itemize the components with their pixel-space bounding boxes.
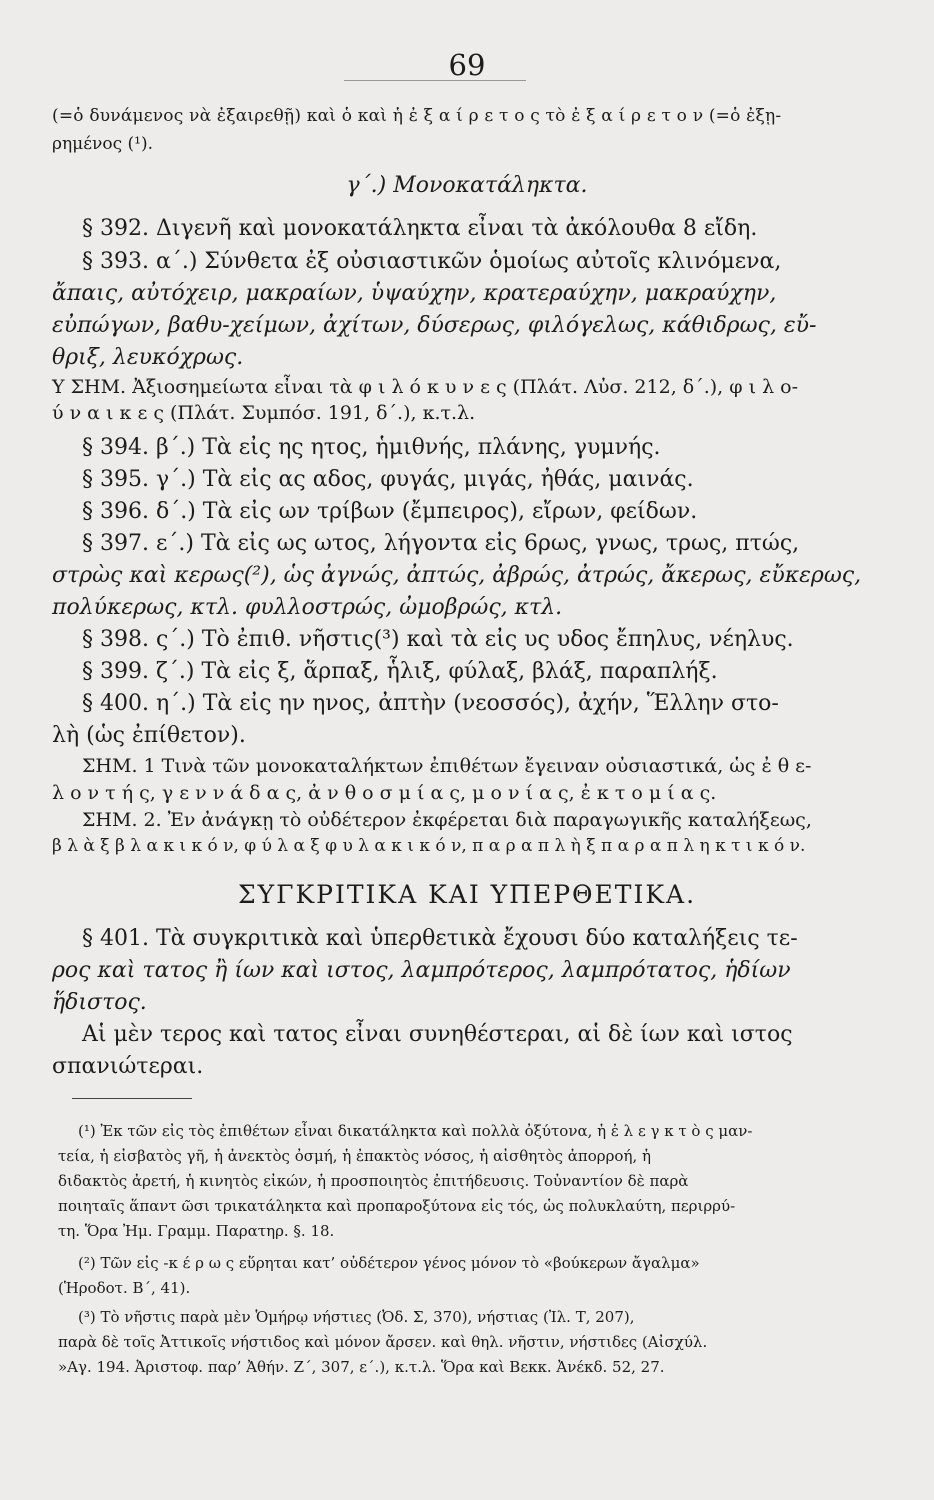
footnote-line: ποιηταῖς ἅπαντ ῶσι τρικατάληκτα καὶ προπαροξύτονα εἰς τός, ὡς πολυκλαύτη, περιρρύ- [58, 1197, 736, 1215]
footnote-line: τεία, ἡ εἰσβατὸς γῆ, ἡ ἀνεκτὸς ὀσμή, ἡ ἐπακτὸς νόσος, ἡ αἰσθητὸς ἀπορροή, ἡ [58, 1147, 651, 1165]
text-line: στρὼς καὶ κερως(²), ὡς ἀγνώς, ἀπτώς, ἀβρώς, ἀτρώς, ἄκερως, εὔκερως, [52, 563, 862, 588]
text-line: ρος καὶ τατος ἢ ίων καὶ ιστος, λαμπρότερος, λαμπρότατος, ἡδίων [52, 958, 791, 983]
text-line: εὐπώγων, βαθυ-χείμων, ἀχίτων, δύσερως, φιλόγελως, κάθιδρως, εὔ- [52, 313, 817, 338]
text-line: ἥδιστος. [52, 990, 147, 1015]
text-line: § 400. η΄.) Τὰ εἰς ην ηνος, ἀπτὴν (νεοσσός), ἀχήν, Ἕλλην στο- [82, 691, 779, 716]
text-line: σπανιώτεραι. [52, 1054, 204, 1079]
text-line: λὴ (ὡς ἐπίθετον). [52, 723, 246, 748]
text-line: § 394. β΄.) Τὰ εἰς ης ητος, ἡμιθνής, πλάνης, γυμνής. [82, 435, 661, 460]
text-line: § 393. α΄.) Σύνθετα ἐξ οὐσιαστικῶν ὁμοίως αὐτοῖς κλινόμενα, [82, 249, 782, 274]
page-number: 69 [448, 48, 486, 82]
text-line: ύ ν α ι κ ε ς (Πλάτ. Συμπόσ. 191, δ΄.), κ.τ.λ. [52, 402, 476, 424]
text-line: λ ο ν τ ή ς, γ ε ν ν ά δ α ς, ἀ ν θ ο σ μ ί α ς, μ ο ν ί α ς, ἐ κ τ ο μ ί α ς. [52, 782, 717, 804]
text-line: § 398. ς΄.) Τὸ ἐπιθ. νῆστις(³) καὶ τὰ εἰς υς υδος ἔπηλυς, νέηλυς. [82, 627, 794, 652]
footnote-line: τη. Ὅρα Ἠμ. Γραμμ. Παρατηρ. §. 18. [58, 1222, 335, 1240]
text-line: Υ ΣΗΜ. Ἀξιοσημείωτα εἶναι τὰ φ ι λ ό κ υ ν ε ς (Πλάτ. Λὐσ. 212, δ΄.), φ ι λ ο- [52, 376, 799, 398]
text-line: πολύκερως, κτλ. φυλλοστρώς, ὠμοβρώς, κτλ. [52, 595, 563, 620]
section-title: ΣΥΓΚΡΙΤΙΚΑ ΚΑΙ ΥΠΕΡΘΕΤΙΚΑ. [237, 880, 697, 909]
text-line: § 399. ζ΄.) Τὰ εἰς ξ, ἅρπαξ, ἧλιξ, φύλαξ, βλάξ, παραπλήξ. [82, 659, 718, 684]
subheading: γ΄.) Μονοκατάληκτα. [346, 173, 588, 198]
text-line: (=ὁ δυνάμενος νὰ ἐξαιρεθῇ) καὶ ὁ καὶ ἡ ἐ ξ α ί ρ ε τ ο ς τὸ ἐ ξ α ί ρ ε τ ο ν (=ὁ ἐξῃ- [52, 106, 782, 126]
footnote-line: διδακτὸς ἀρετή, ἡ κινητὸς εἰκών, ἡ προσποιητὸς ἐπιτήδευσις. Τοὐναντίον δὲ παρὰ [58, 1172, 689, 1190]
footnote-line: (³) Τὸ νῆστις παρὰ μὲν Ὁμήρῳ νήστιες (Ὀδ. Σ, 370), νήστιας (Ἰλ. Τ, 207), [78, 1308, 635, 1326]
footnote-line: (¹) Ἐκ τῶν εἰς τὸς ἐπιθέτων εἶναι δικατάληκτα καὶ πολλὰ ὀξύτονα, ἡ ἐ λ ε γ κ τ ὸ ς μαν- [78, 1122, 753, 1140]
text-line: Αἱ μὲν τερος καὶ τατος εἶναι συνηθέστεραι, αἱ δὲ ίων καὶ ιστος [82, 1022, 793, 1047]
text-line: § 392. Διγενῆ καὶ μονοκατάληκτα εἶναι τὰ ἀκόλουθα 8 εἴδη. [82, 216, 758, 241]
footnote-line: παρὰ δὲ τοῖς Ἀττικοῖς νήστιδος καὶ μόνον ἄρσεν. καὶ θηλ. νῆστιν, νήστιδες (Αἰσχύλ. [58, 1333, 708, 1351]
text-line: § 397. ε΄.) Τὰ εἰς ως ωτος, λήγοντα εἰς 6ρως, γνως, τρως, πτώς, [82, 531, 800, 556]
footnote-line: (²) Τῶν εἰς -κ έ ρ ω ς εὕρηται κατ’ οὐδέτερον γένος μόνον τὸ «βούκερων ἄγαλμα» [78, 1254, 700, 1272]
text-line: ΣΗΜ. 2. Ἐν ἀνάγκῃ τὸ οὐδέτερον ἐκφέρεται διὰ παραγωγικῆς καταλήξεως, [82, 809, 812, 831]
text-line: ρημένος (¹). [52, 134, 154, 154]
text-line: θριξ, λευκόχρως. [52, 345, 244, 370]
text-line: § 401. Τὰ συγκριτικὰ καὶ ὑπερθετικὰ ἔχουσι δύο καταλήξεις τε- [82, 926, 798, 951]
text-line: β λ ὰ ξ β λ α κ ι κ ό ν, φ ύ λ α ξ φ υ λ α κ ι κ ό ν, π α ρ α π λ ὴ ξ π α ρ α π λ η κ τ ι κ ό ν. [52, 836, 806, 856]
text-line: ἄπαις, αὐτόχειρ, μακραίων, ὑψαύχην, κρατεραύχην, μακραύχην, [52, 281, 777, 306]
ornament-rule [344, 80, 526, 87]
text-line: § 395. γ΄.) Τὰ εἰς ας αδος, φυγάς, μιγάς, ἠθάς, μαινάς. [82, 467, 694, 492]
text-line: ΣΗΜ. 1 Τινὰ τῶν μονοκαταλήκτων ἐπιθέτων ἔγειναν οὐσιαστικά, ὡς ἐ θ ε- [82, 755, 812, 777]
footnote-rule [72, 1098, 192, 1099]
text-line: § 396. δ΄.) Τὰ εἰς ων τρίβων (ἔμπειρος), εἴρων, φείδων. [82, 499, 698, 524]
footnote-line: (Ἡροδοτ. Β΄, 41). [58, 1279, 191, 1297]
footnote-line: »Αγ. 194. Ἀριστοφ. παρ’ Ἀθήν. Ζ΄, 307, ε΄.), κ.τ.λ. Ὅρα καὶ Βεκκ. Ἀνέκδ. 52, 27. [58, 1358, 665, 1376]
